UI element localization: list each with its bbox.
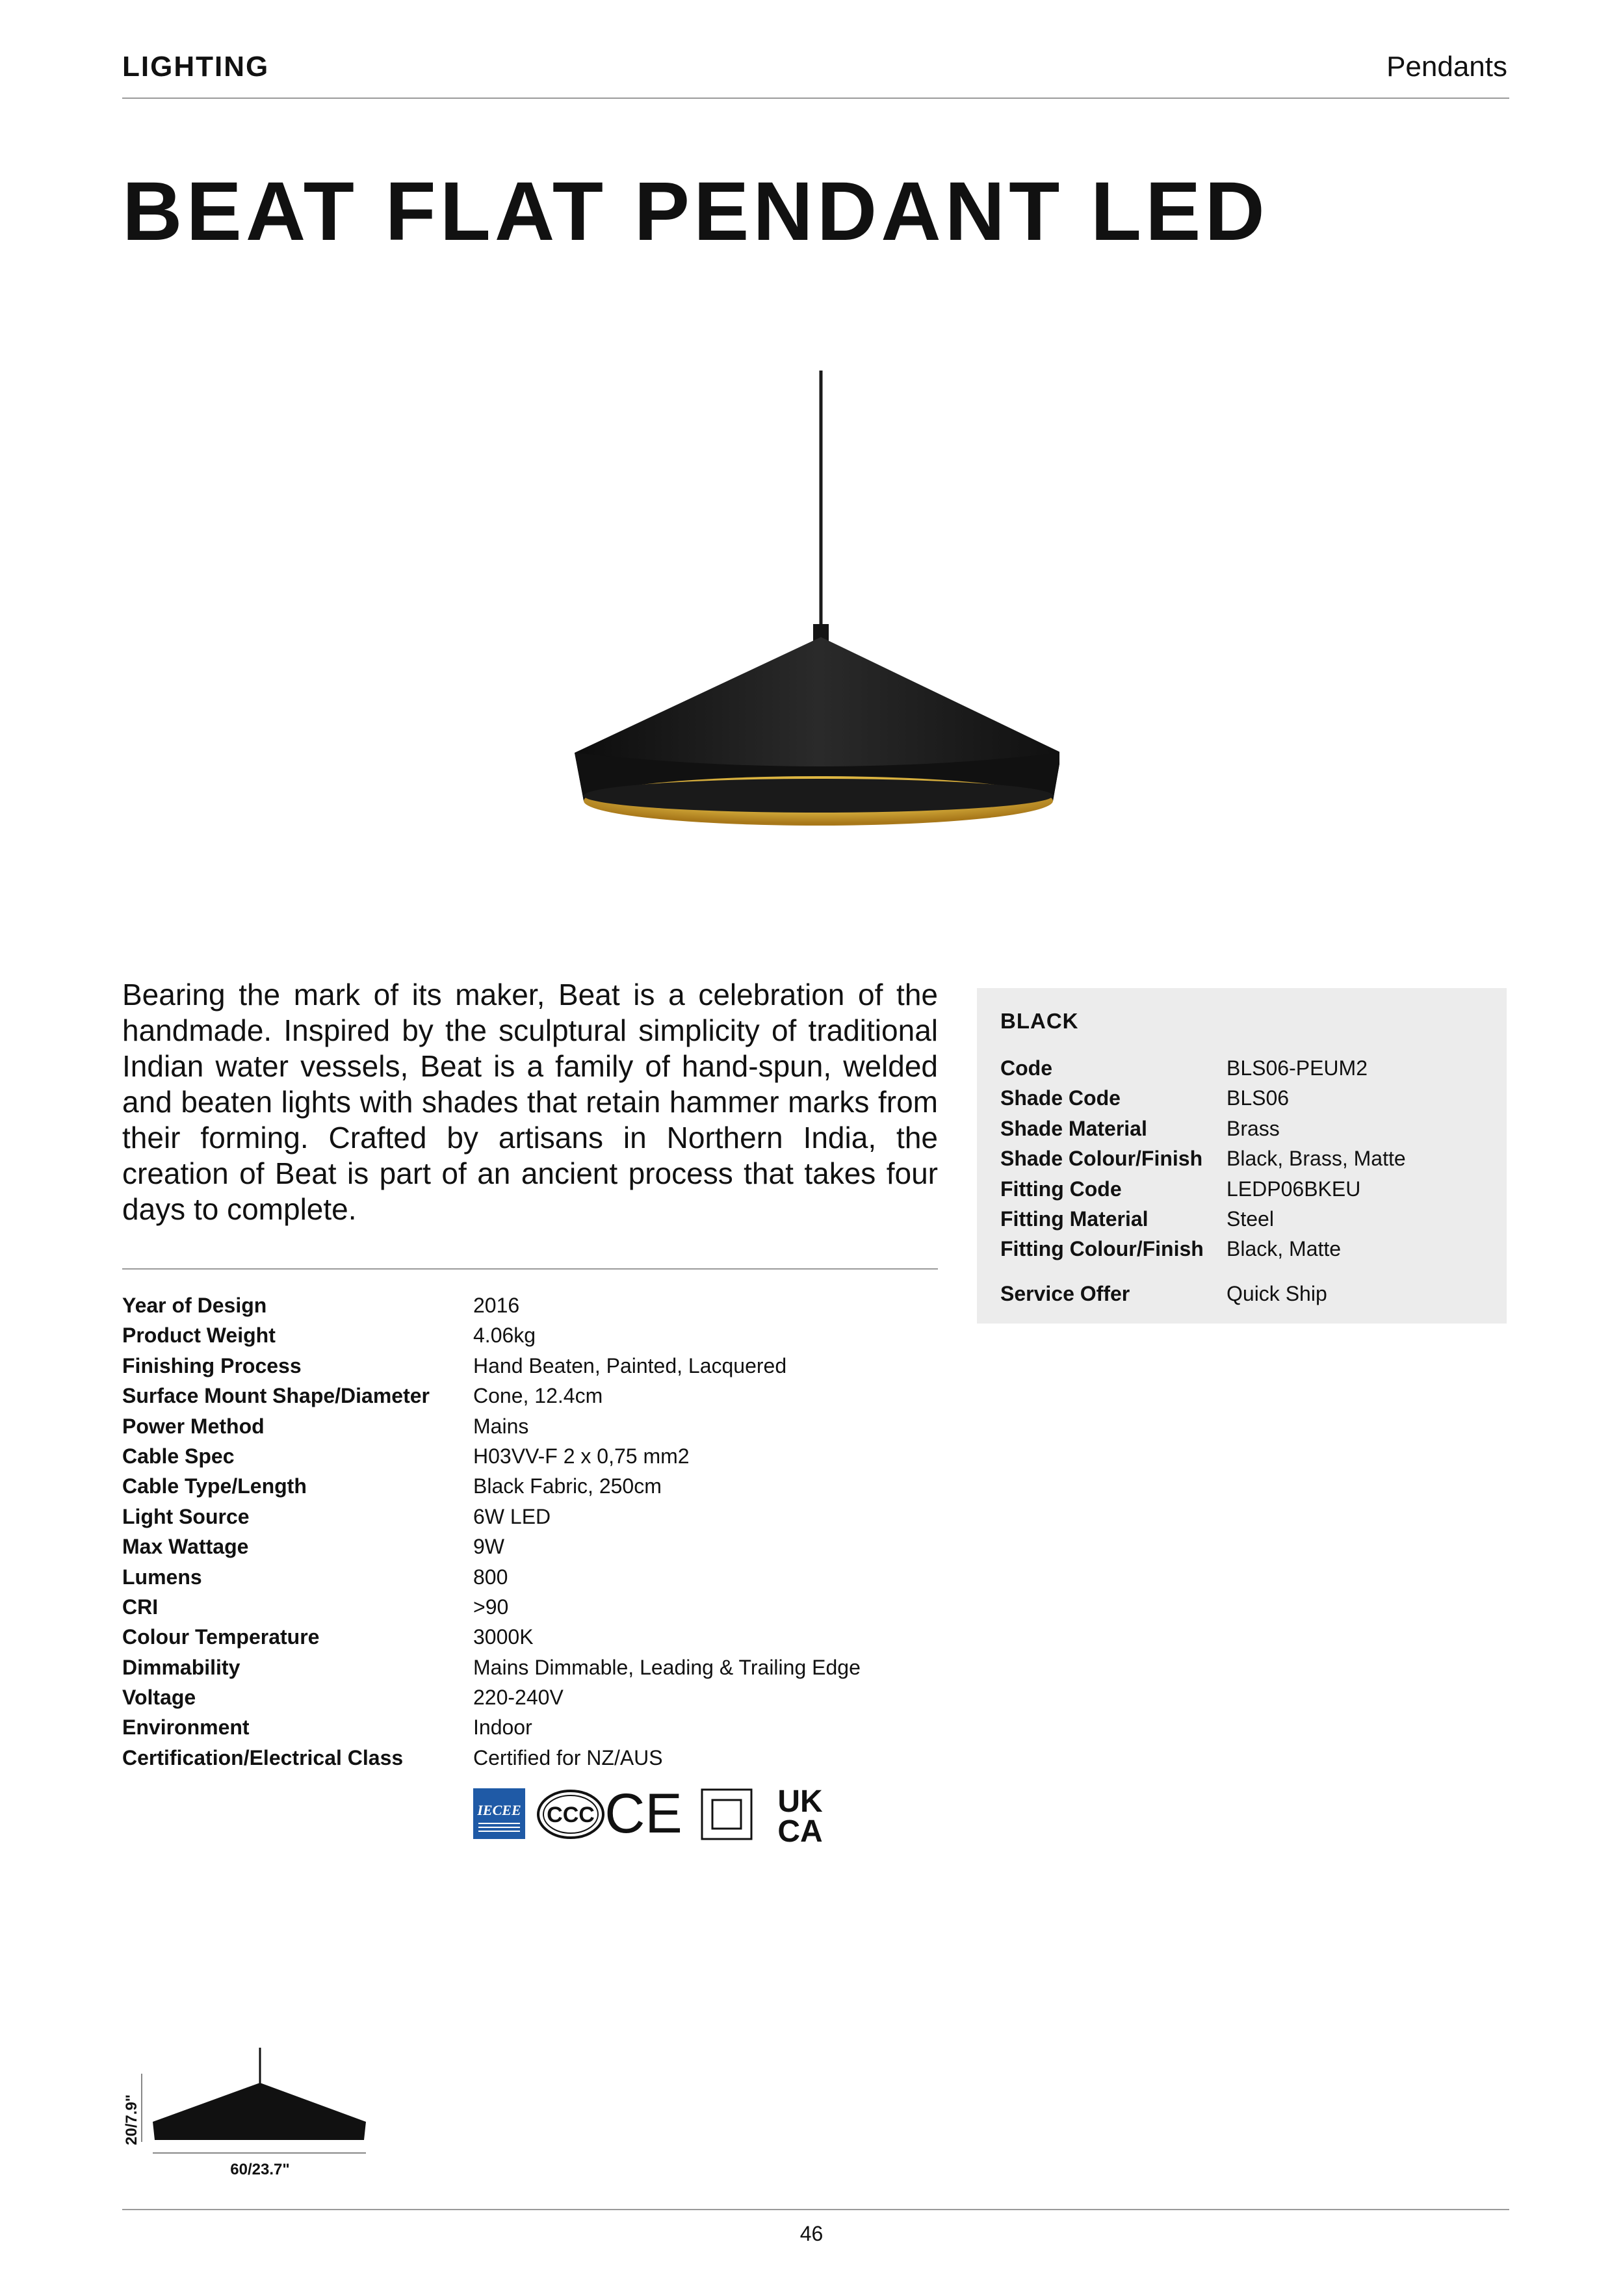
variant-label: Shade Code (1000, 1086, 1121, 1110)
spec-value: Mains Dimmable, Leading & Trailing Edge (473, 1655, 861, 1679)
spec-row (122, 1532, 967, 1561)
spec-label: Cable Type/Length (122, 1474, 307, 1498)
spec-label: Lumens (122, 1565, 202, 1589)
variant-value: BLS06-PEUM2 (1227, 1056, 1368, 1080)
variant-row (1000, 1114, 1494, 1143)
variant-value: Brass (1227, 1116, 1280, 1140)
svg-text:CCC: CCC (547, 1803, 595, 1827)
variant-panel-rows (1000, 1053, 1494, 1309)
variant-row (1000, 1083, 1494, 1113)
spec-value: 220-240V (473, 1686, 564, 1710)
variant-row (1000, 1174, 1494, 1204)
spec-label: Power Method (122, 1414, 265, 1438)
ce-icon: CE (604, 1786, 682, 1844)
spec-value: Cone, 12.4cm (473, 1384, 603, 1408)
spec-value: 4.06kg (473, 1324, 536, 1348)
spec-table (122, 1290, 967, 1773)
spec-row (122, 1622, 967, 1652)
svg-text:IECEE: IECEE (477, 1802, 521, 1818)
spec-value: Hand Beaten, Painted, Lacquered (473, 1353, 787, 1377)
spec-row (122, 1712, 967, 1742)
spec-label: Colour Temperature (122, 1625, 320, 1649)
variant-label: Fitting Material (1000, 1207, 1149, 1231)
dimension-shade-silhouette (153, 2083, 366, 2140)
spec-value: 9W (473, 1535, 504, 1559)
spec-label: Environment (122, 1715, 250, 1740)
variant-label: Service Offer (1000, 1281, 1130, 1305)
page-title: BEAT FLAT PENDANT LED (122, 165, 1269, 258)
header-section: Pendants (1386, 51, 1507, 83)
variant-label: Fitting Code (1000, 1177, 1122, 1201)
variant-panel-title: BLACK (1000, 1009, 1079, 1033)
page-number: 46 (799, 2222, 824, 2245)
variant-label: Shade Material (1000, 1116, 1147, 1140)
variant-value: LEDP06BKEU (1227, 1177, 1361, 1201)
spec-label: Surface Mount Shape/Diameter (122, 1384, 430, 1408)
product-description: Bearing the mark of its maker, Beat is a celebration of the handmade. Inspired by the sculptural simplicity of traditional Indian water vessels, Beat is a family of hand-spun, welded and beaten lights with shades that retain hammer marks from their forming. Crafted by artisans in Northern India, the creation of Beat is part of an ancient process that takes four days to complete. (122, 978, 938, 1226)
spec-value: Mains (473, 1414, 529, 1438)
spec-value: 3000K (473, 1625, 534, 1649)
spec-row (122, 1290, 967, 1320)
spec-row (122, 1351, 967, 1381)
spec-divider (122, 1268, 938, 1270)
variant-row (1000, 1053, 1494, 1083)
spec-value: Indoor (473, 1715, 532, 1740)
variant-row (1000, 1279, 1494, 1309)
spec-row (122, 1502, 967, 1532)
variant-panel (977, 988, 1507, 1324)
spec-label: Cable Spec (122, 1444, 235, 1468)
spec-label: Finishing Process (122, 1353, 302, 1377)
spec-label: Max Wattage (122, 1535, 249, 1559)
spec-row (122, 1562, 967, 1592)
variant-value: Black, Brass, Matte (1227, 1147, 1406, 1171)
footer-rule (122, 2209, 1509, 2210)
variant-label: Code (1000, 1056, 1052, 1080)
variant-label: Fitting Colour/Finish (1000, 1237, 1204, 1261)
variant-row (1000, 1143, 1494, 1173)
dimension-width-label: 60/23.7" (230, 2161, 290, 2178)
spec-row (122, 1652, 967, 1682)
spec-row (122, 1743, 967, 1773)
variant-value: Steel (1227, 1207, 1274, 1231)
variant-row (1000, 1204, 1494, 1234)
spec-row (122, 1592, 967, 1622)
spec-label: CRI (122, 1595, 159, 1619)
header-rule (122, 98, 1509, 99)
spec-label: Voltage (122, 1686, 196, 1710)
variant-label: Shade Colour/Finish (1000, 1147, 1203, 1171)
spec-label: Product Weight (122, 1324, 276, 1348)
spec-label: Light Source (122, 1504, 250, 1528)
variant-row (1000, 1234, 1494, 1264)
variant-value: Quick Ship (1227, 1281, 1327, 1305)
spec-row (122, 1381, 967, 1411)
spec-row (122, 1320, 967, 1350)
spec-row (122, 1441, 967, 1471)
spec-value: H03VV-F 2 x 0,75 mm2 (473, 1444, 690, 1468)
variant-value: Black, Matte (1227, 1237, 1342, 1261)
spec-value: >90 (473, 1595, 509, 1619)
spec-value: 800 (473, 1565, 508, 1589)
spec-row (122, 1471, 967, 1501)
dimension-height-label: 20/7.9" (123, 2094, 140, 2145)
spec-value: 2016 (473, 1294, 520, 1317)
dimension-drawing (117, 2041, 390, 2197)
spec-value: Black Fabric, 250cm (473, 1474, 662, 1498)
iecee-icon (473, 1788, 525, 1839)
spec-label: Year of Design (122, 1294, 267, 1317)
class-ii-icon (702, 1790, 751, 1839)
spec-row (122, 1411, 967, 1441)
spec-label: Certification/Electrical Class (122, 1745, 404, 1769)
spec-value: Certified for NZ/AUS (473, 1745, 663, 1769)
variant-value: BLS06 (1227, 1086, 1290, 1110)
product-image (565, 364, 1059, 858)
spec-value: 6W LED (473, 1504, 551, 1528)
svg-text:CA: CA (777, 1814, 823, 1844)
spec-label: Dimmability (122, 1655, 240, 1679)
ukca-icon (777, 1786, 823, 1844)
ccc-icon (538, 1791, 603, 1838)
spec-row (122, 1682, 967, 1712)
svg-text:UK: UK (777, 1786, 823, 1819)
header-category: LIGHTING (122, 51, 270, 83)
certification-marks (473, 1786, 837, 1844)
